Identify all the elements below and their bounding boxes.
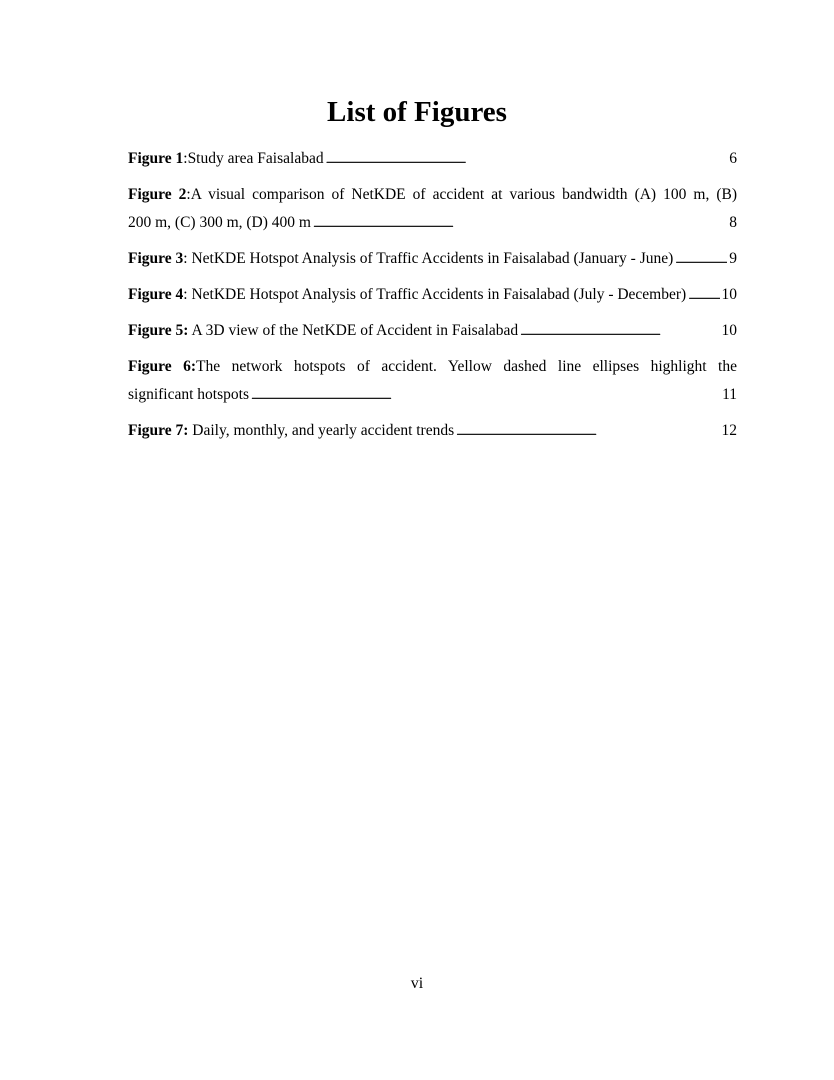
figure-entry-2[interactable] [128,181,737,237]
dot-leader [675,245,727,273]
figure-caption: A 3D view of the NetKDE of Accident in Faisalabad [191,322,519,339]
dot-leader [251,381,720,409]
figure-separator: : [183,250,192,267]
page-title: List of Figures [327,96,507,128]
figure-entry-3[interactable] [128,245,737,273]
figure-label: Figure 2 [128,186,187,203]
dot-leader [456,417,719,445]
figure-label: Figure 7: [128,422,189,439]
figure-caption: Study area Faisalabad [187,150,324,167]
figure-caption: NetKDE Hotspot Analysis of Traffic Accidents in Faisalabad (July - December) [191,286,687,303]
figure-entry-1[interactable] [128,145,737,173]
figure-label: Figure 6: [128,358,197,375]
figure-page-number: 6 [729,150,737,167]
figure-entry-4[interactable] [128,281,737,309]
figure-page-number: 12 [721,422,737,439]
figure-caption: Daily, monthly, and yearly accident trends [192,422,455,439]
figure-entry-5[interactable] [128,317,737,345]
figure-label: Figure 3 [128,250,184,267]
figure-caption: A visual comparison of NetKDE of accident at various bandwidth (A) 100 m, (B) [190,186,738,203]
figure-page-number: 9 [729,250,737,267]
figure-separator: : [186,186,191,203]
figure-separator: : [183,150,188,167]
dot-leader [688,281,719,309]
figure-entry-6[interactable] [128,353,737,409]
figure-page-number: 10 [721,286,737,303]
figure-separator: : [183,286,192,303]
figure-caption: NetKDE Hotspot Analysis of Traffic Accidents in Faisalabad (January - June) [191,250,674,267]
figure-page-number: 10 [721,322,737,339]
footer-page-number: vi [410,975,424,992]
figure-label: Figure 1 [128,150,184,167]
figure-caption: The network hotspots of accident. Yellow dashed line ellipses highlight the [196,358,737,375]
figure-label: Figure 4 [128,286,184,303]
dot-leader [313,209,727,237]
figure-caption-continued: 200 m, (C) 300 m, (D) 400 m [128,214,311,231]
figure-list [128,145,737,445]
figure-page-number: 11 [722,386,737,403]
figure-label: Figure 5: [128,322,189,339]
figure-caption-continued: significant hotspots [128,386,249,403]
dot-leader [326,145,728,173]
dot-leader [520,317,719,345]
figure-entry-7[interactable] [128,417,737,445]
figure-page-number: 8 [729,214,737,231]
